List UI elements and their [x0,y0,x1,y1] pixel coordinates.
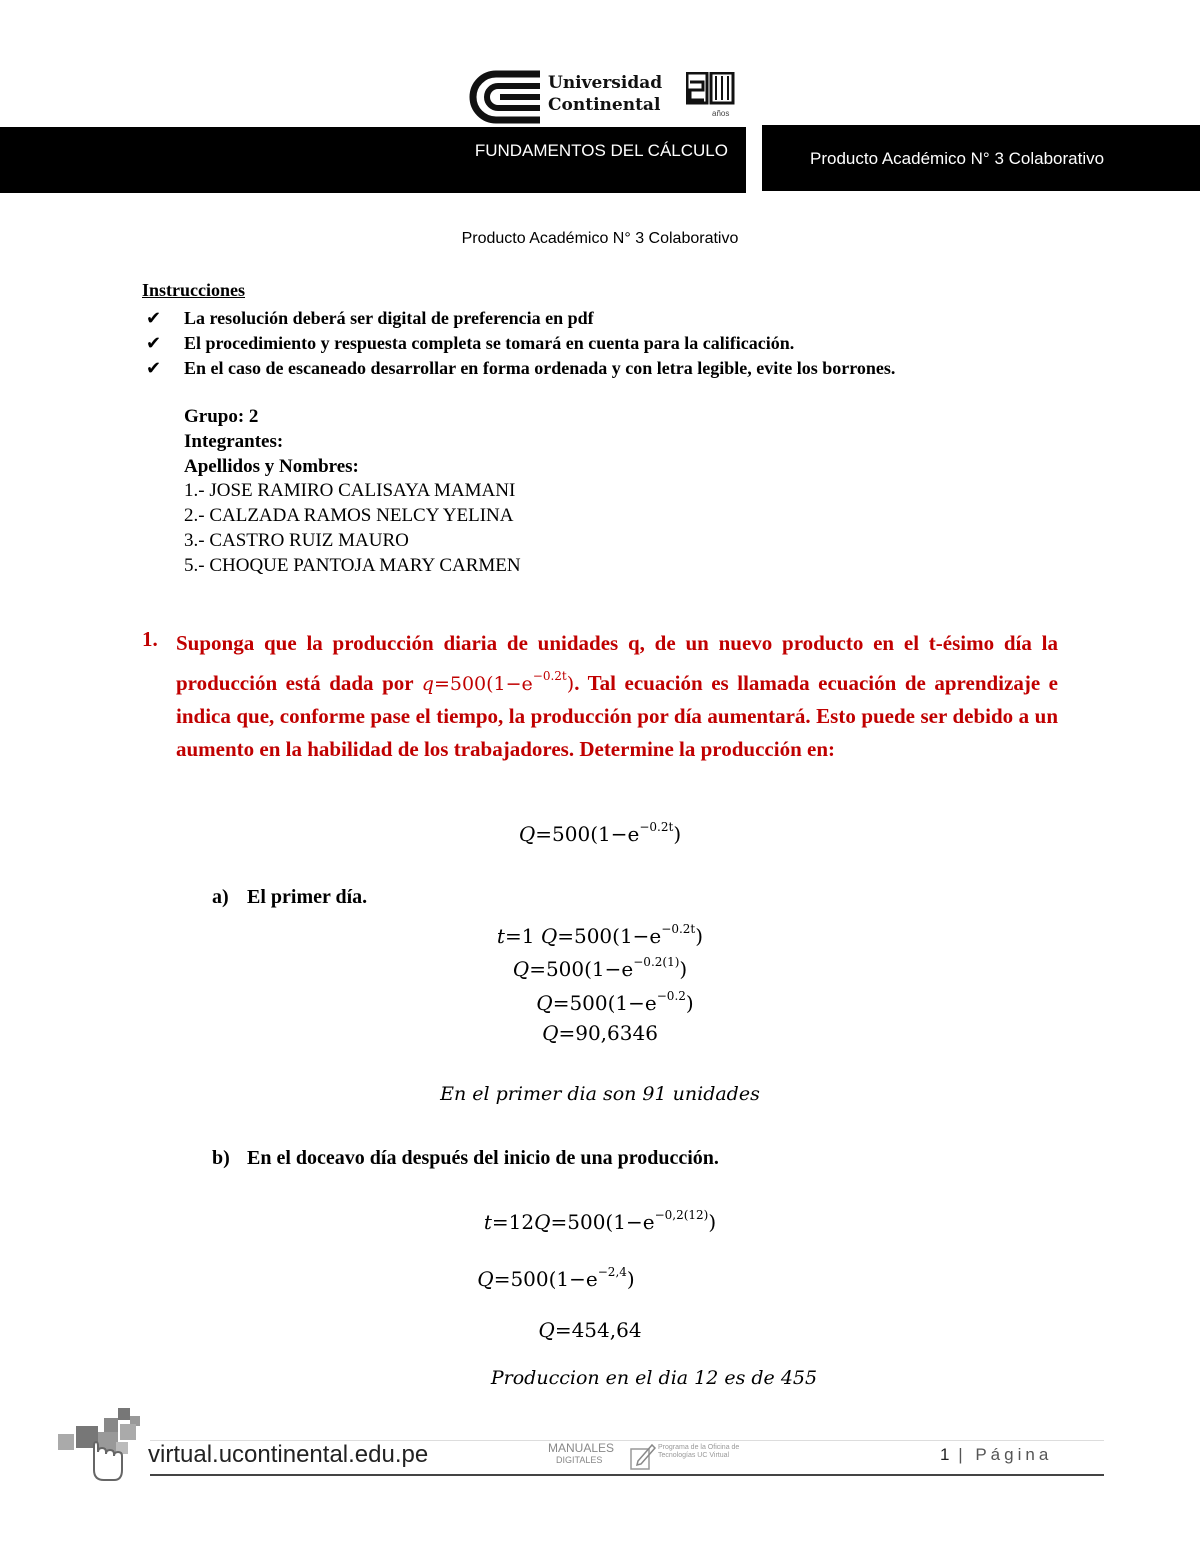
course-name: FUNDAMENTOS DEL CÁLCULO [474,141,728,160]
names-label: Apellidos y Nombres: [184,455,359,477]
footer-url: virtual.ucontinental.edu.pe [148,1441,429,1468]
logo-wordmark [548,72,662,116]
part-b-step-1: $t=12Q=500(1-e^{-0,2(12)})$ [483,1208,717,1234]
instruction-item: ✔ En el caso de escaneado desarrollar en forma ordenada y con letra legible, evite los borrones. [146,358,896,379]
instruction-item: ✔ El procedimiento y respuesta completa se tomará en cuenta para la calificación. [146,333,795,354]
member-row: 1.- JOSE RAMIRO CALISAYA MAMANI [184,480,516,502]
anniversary-20-icon [686,72,736,118]
product-banner [762,125,1200,191]
course-banner [0,127,746,193]
part-b-heading: b) En el doceavo día después del inicio de una producción. [212,1147,719,1169]
pixel-hand-icon [58,1408,142,1484]
part-a-step-2: $Q=500(1-e^{-0.2(1)})$ [512,955,688,981]
product-tag: Producto Académico N° 3 Colaborativo [810,149,1105,168]
question-number: 1. [142,627,158,651]
university-logo-icon [466,70,544,124]
part-a-step-3: $Q=500(1-e^{-0.2})$ [536,989,694,1015]
checkmark-icon: ✔ [146,358,162,379]
manuales-caption: Programa de la Oficina de Tecnologías UC Virtual [658,1444,740,1459]
manuales-digitales-logo: MANUALES DIGITALES [548,1441,615,1465]
part-a-heading: a) El primer día. [212,886,368,908]
main-formula: $Q=500(1-e^{-0.2t})$ [518,820,682,846]
logo-line-2: Continental [548,95,661,115]
logo-line-1: Universidad [548,73,663,93]
group-label: Grupo: 2 [184,406,259,427]
pencil-icon [630,1443,656,1471]
part-a-step-1: t=1 $Q=500(1-e^{-0.2t})$ [496,922,704,948]
footer-divider [150,1474,1104,1476]
part-b-step-2: $Q=500(1-e^{-2,4})$ [477,1265,635,1291]
instructions-heading: Instrucciones [142,280,245,300]
part-b-conclusion: Produccion en el dia 12 es de 455 [490,1367,818,1389]
members-label: Integrantes: [184,430,284,452]
instruction-item: ✔ La resolución deberá ser digital de preferencia en pdf [146,308,594,329]
inline-formula: $q=500(1-e^{-0.2t})$ [421,668,575,695]
part-b-result: Q=454,64 [538,1318,642,1342]
question-text: Suponga que la producción diaria de unidades q, de un nuevo producto en el t-ésimo día la producción está dada por $q=500(1-e^{-0.2t})$. Tal ecuación es llamada ecuación de aprendizaje e indica que, conforme pase el tiempo, la producción por día aumentará. Esto puede ser debido a un aumento en la habilidad de los trabajadores. Determine la producción en: [176,631,1058,761]
member-row: 2.- CALZADA RAMOS NELCY YELINA [184,505,514,527]
anos-label: años [712,109,730,118]
member-row: 3.- CASTRO RUIZ MAURO [184,529,409,551]
checkmark-icon: ✔ [146,308,162,329]
checkmark-icon: ✔ [146,333,162,354]
document-title: Producto Académico N° 3 Colaborativo [461,230,739,247]
group-info [184,405,521,579]
member-row: 5.- CHOQUE PANTOJA MARY CARMEN [184,554,521,576]
part-a-conclusion: En el primer dia son 91 unidades [440,1083,760,1105]
part-a-result: Q=90,6346 [542,1021,658,1045]
page-number: 1 | Página [940,1445,1053,1464]
instructions-list [146,306,895,381]
